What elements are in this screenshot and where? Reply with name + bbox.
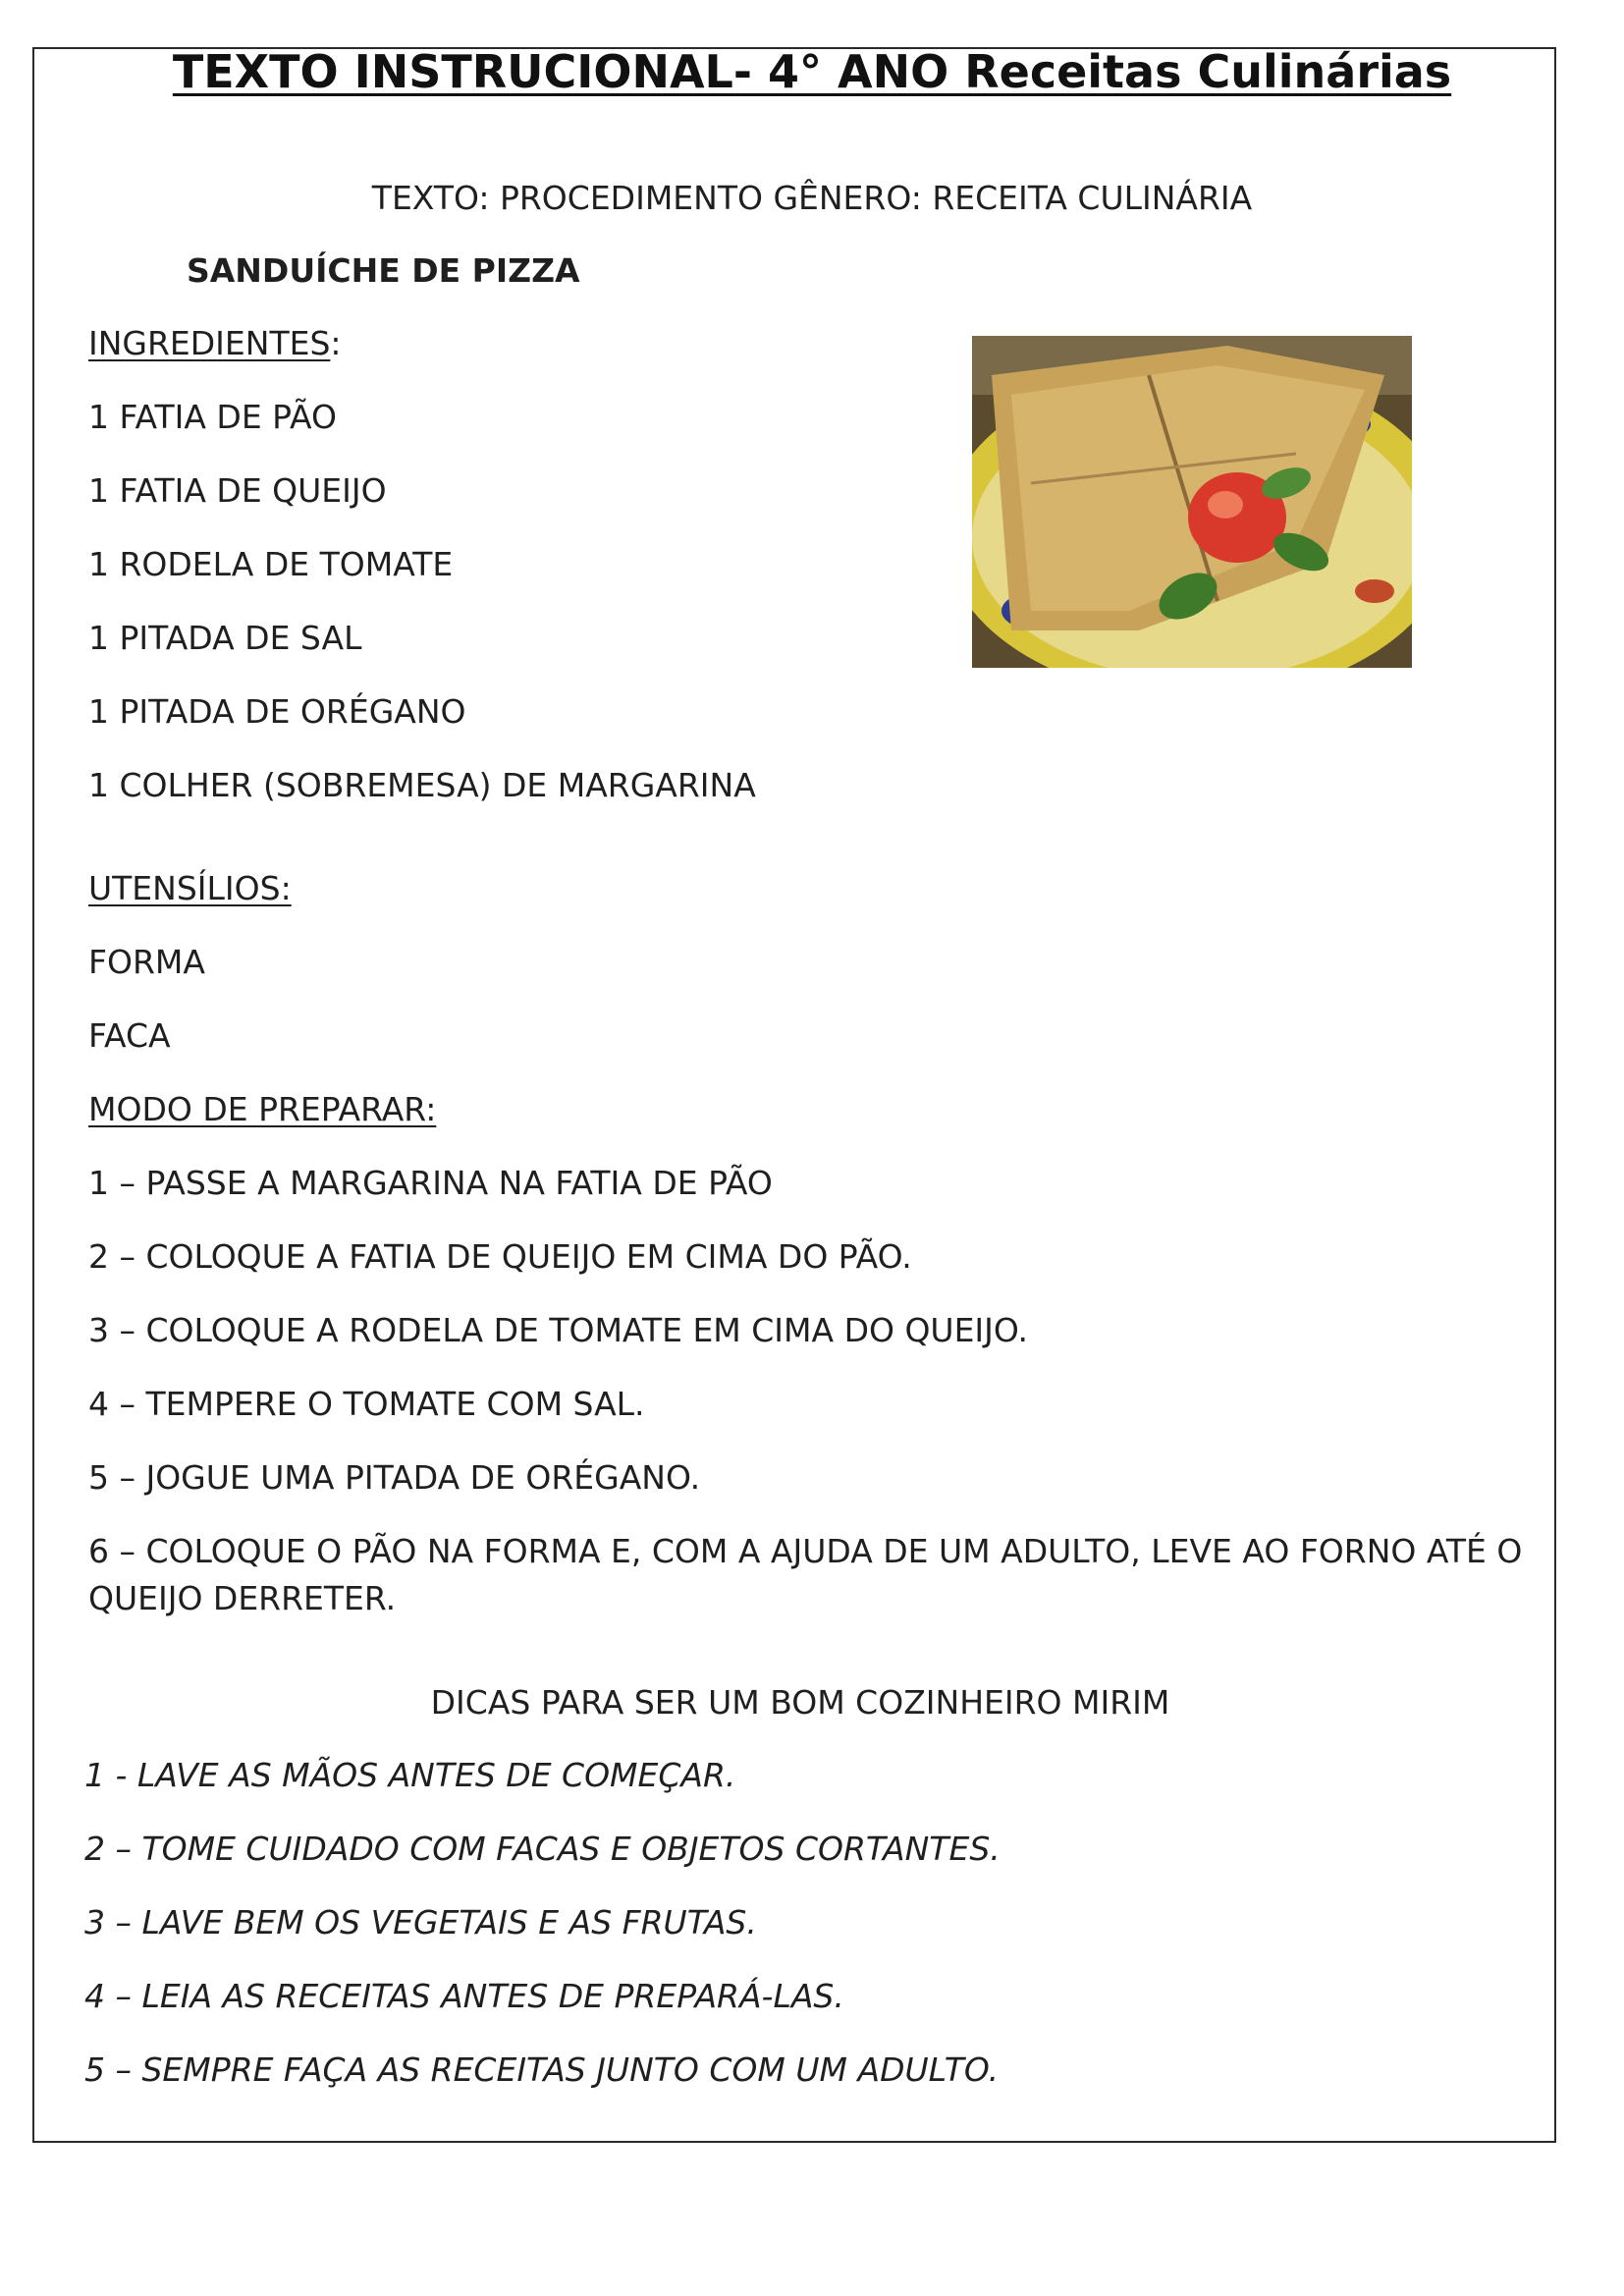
ingredient-item: 1 COLHER (SOBREMESA) DE MARGARINA xyxy=(88,766,756,804)
page-subtitle: TEXTO: PROCEDIMENTO GÊNERO: RECEITA CULINÁRIA xyxy=(371,179,1253,217)
tips-heading: DICAS PARA SER UM BOM COZINHEIRO MIRIM xyxy=(430,1683,1170,1722)
tip-item: 4 – LEIA AS RECEITAS ANTES DE PREPARÁ-LAS. xyxy=(84,1977,844,2015)
utensil-item: FACA xyxy=(88,1016,171,1055)
preparation-step: 5 – JOGUE UMA PITADA DE ORÉGANO. xyxy=(88,1458,701,1497)
page-title: TEXTO INSTRUCIONAL- 4° ANO Receitas Culinárias xyxy=(172,45,1452,98)
preparation-step: 3 – COLOQUE A RODELA DE TOMATE EM CIMA DO QUEIJO. xyxy=(88,1311,1029,1349)
ingredients-heading-label: INGREDIENTES xyxy=(88,324,331,362)
ingredient-item: 1 PITADA DE SAL xyxy=(88,619,362,657)
preparation-step: 4 – TEMPERE O TOMATE COM SAL. xyxy=(88,1385,645,1423)
sandwich-photo-illustration xyxy=(972,336,1412,668)
preparation-heading-label: MODO DE PREPARAR: xyxy=(88,1090,437,1128)
recipe-name: SANDUÍCHE DE PIZZA xyxy=(187,251,580,290)
ingredient-item: 1 RODELA DE TOMATE xyxy=(88,545,454,583)
ingredient-item: 1 PITADA DE ORÉGANO xyxy=(88,692,466,731)
preparation-heading xyxy=(88,1090,436,1128)
tip-item: 1 - LAVE AS MÃOS ANTES DE COMEÇAR. xyxy=(84,1756,736,1794)
preparation-step: 1 – PASSE A MARGARINA NA FATIA DE PÃO xyxy=(88,1164,773,1202)
utensils-heading xyxy=(88,869,292,907)
tip-item: 3 – LAVE BEM OS VEGETAIS E AS FRUTAS. xyxy=(84,1903,757,1941)
preparation-step: 6 – COLOQUE O PÃO NA FORMA E, COM A AJUDA DE UM ADULTO, LEVE AO FORNO ATÉ O QUEIJO DERRETER. xyxy=(88,1532,1523,1617)
sandwich-photo xyxy=(972,336,1412,668)
ingredient-item: 1 FATIA DE QUEIJO xyxy=(88,471,387,510)
tip-item: 2 – TOME CUIDADO COM FACAS E OBJETOS CORTANTES. xyxy=(84,1830,1001,1868)
ingredients-heading-colon: : xyxy=(330,324,342,362)
utensil-item: FORMA xyxy=(88,943,205,981)
utensils-heading-label: UTENSÍLIOS: xyxy=(88,869,292,907)
ingredients-heading xyxy=(88,324,342,362)
tip-item: 5 – SEMPRE FAÇA AS RECEITAS JUNTO COM UM ADULTO. xyxy=(84,2050,1000,2089)
ingredient-item: 1 FATIA DE PÃO xyxy=(88,398,337,436)
preparation-step: 2 – COLOQUE A FATIA DE QUEIJO EM CIMA DO PÃO. xyxy=(88,1237,912,1276)
